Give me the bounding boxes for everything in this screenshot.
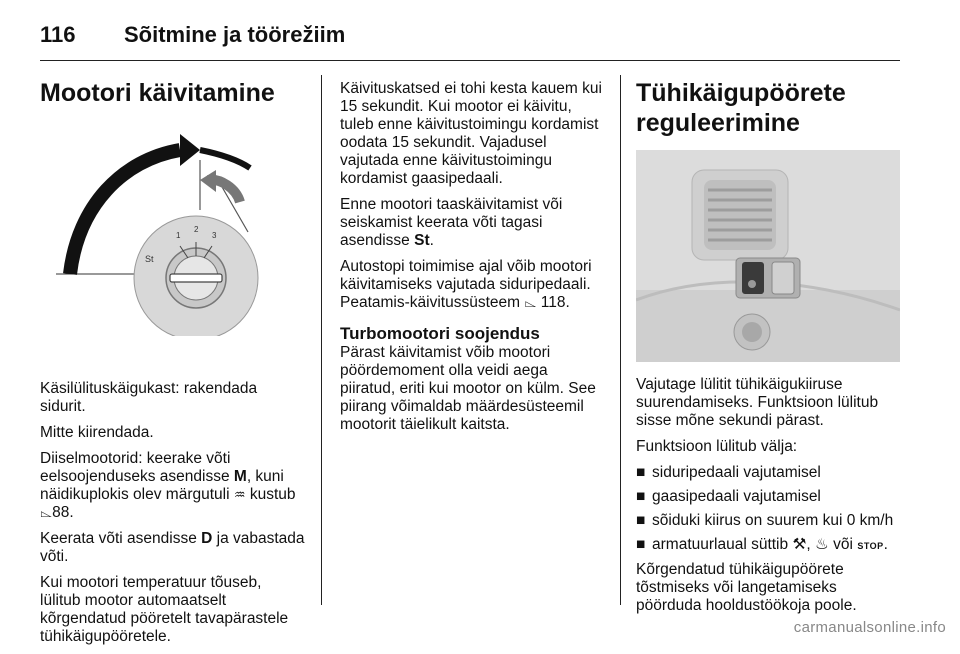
paragraph: Diiselmootorid: keerake võti eelsoojenduseks asendisse M, kuni näidikuplokis olev märgutuli ♒ kustub ⌳88.: [40, 450, 296, 521]
section-title: Sõitmine ja töörežiim: [124, 22, 346, 47]
column-divider-2: [620, 75, 621, 605]
header-rule: [40, 60, 900, 61]
column-divider-1: [321, 75, 322, 605]
middle-column: [340, 80, 606, 442]
paragraph: Kui mootori temperatuur tõuseb, lülitub mootor automaatselt kõrgendatud pööretelt tavapärastele tühikäigupööretele.: [40, 574, 289, 645]
key-slot-icon: [170, 274, 222, 282]
left-column: [40, 72, 306, 654]
paragraph: Keerata võti asendisse D ja vabastada võti.: [40, 530, 305, 565]
paragraph: Mitte kiirendada.: [40, 424, 154, 441]
page-number: 116: [40, 22, 76, 47]
bullet-list: [636, 464, 902, 555]
idle-switch-icon: [742, 262, 764, 294]
reference-arrow-icon: ⌳: [40, 504, 53, 521]
coolant-icon: ♨: [814, 536, 829, 553]
paragraph: Kõrgendatud tühikäigupöörete tõstmiseks või langetamiseks pöörduda hooldustöökoja poole.: [636, 561, 857, 614]
paragraph: Käsilülituskäigukast: rakendada sidurit.: [40, 380, 258, 415]
paragraph: Vajutage lülitit tühikäigukiiruse suurendamiseks. Funktsioon lülitub sisse mõne sekundi pärast.: [636, 376, 879, 429]
reference-arrow-icon: ⌳: [524, 294, 537, 311]
section-heading: Tühikäigupöörete reguleerimine: [636, 79, 846, 137]
page-header: [40, 14, 900, 50]
glow-plug-icon: ♒: [233, 487, 246, 502]
label-1: 1: [176, 231, 181, 240]
dashboard-photo: [636, 150, 900, 362]
label-3: 3: [212, 231, 217, 240]
arrow-head-icon: [180, 134, 200, 166]
list-item: ■ siduripedaali vajutamisel: [636, 464, 821, 481]
paragraph: Autostopi toimimise ajal võib mootori käivitamiseks vajutada siduripedaali. Peatamis-käivitussüsteem ⌳ 118.: [340, 258, 592, 311]
paragraph: Funktsioon lülitub välja:: [636, 438, 798, 455]
right-column: [636, 72, 902, 623]
label-2: 2: [194, 225, 199, 234]
ignition-figure: [40, 120, 306, 336]
watermark: carmanualsonline.info: [793, 619, 946, 636]
ignition-key-illustration: [40, 120, 306, 336]
vent-icon: [704, 180, 776, 250]
subheading: Turbomootori soojendus: [340, 324, 540, 343]
paragraph: Enne mootori taaskäivitamist või seiskamist keerata võti tagasi asendisse St.: [340, 196, 563, 249]
paragraph: Pärast käivitamist võib mootori pöördemoment olla veidi aega piiratud, eriti kui mootor on külm. See piirang võimaldab määrdesüsteemil mootorit täielikult kaitsta.: [340, 344, 596, 433]
list-item: ■ armatuurlaual süttib ⚒, ♨ või STOP.: [636, 536, 888, 553]
list-item: ■ gaasipedaali vajutamisel: [636, 488, 821, 505]
section-heading: Mootori käivitamine: [40, 79, 275, 107]
paragraph: Käivituskatsed ei tohi kesta kauem kui 15 sekundit. Kui mootor ei käivitu, tuleb enne käivitustoimingu kordamist oodata 15 sekundit. Vajadusel vajutada enne käivitustoimingu kordamist gaasipedaali.: [340, 80, 602, 187]
wrench-icon: ⚒: [792, 536, 807, 553]
stop-icon: STOP: [857, 541, 884, 551]
list-item: ■ sõiduki kiirus on suurem kui 0 km/h: [636, 512, 894, 529]
label-st: St: [145, 254, 154, 264]
return-arrow-icon: [200, 170, 216, 192]
